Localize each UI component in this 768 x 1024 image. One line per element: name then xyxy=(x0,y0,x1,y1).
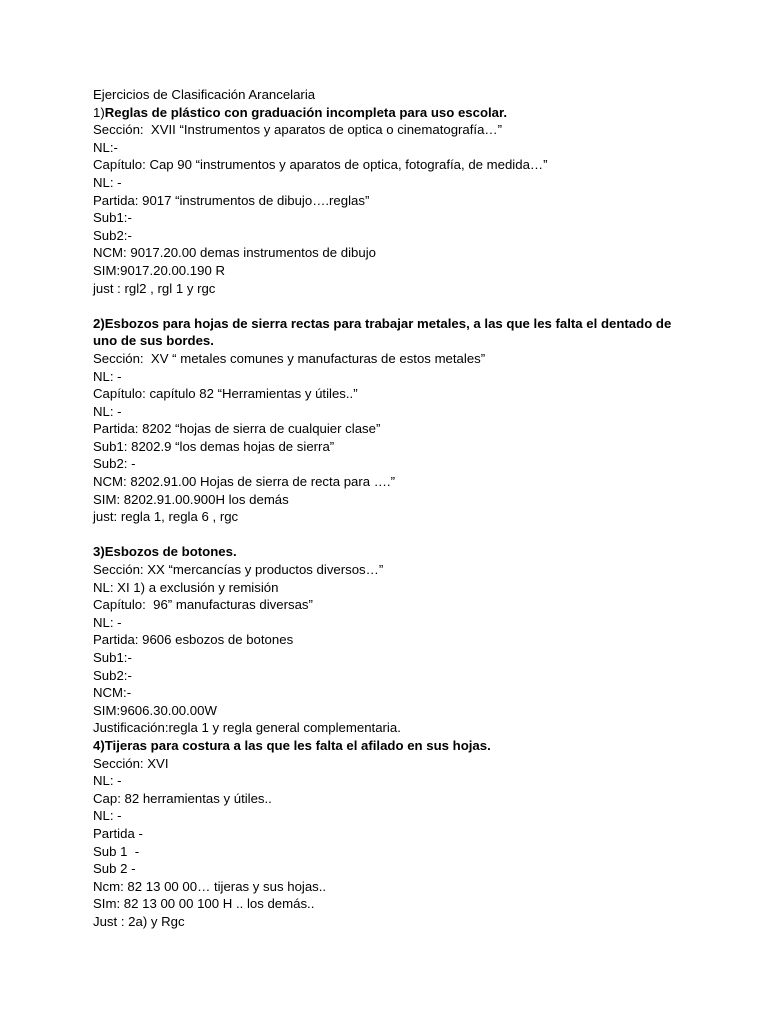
exercise-4-heading xyxy=(93,737,693,755)
exercise-4-title: Tijeras para costura a las que les falta el afilado en sus hojas. xyxy=(104,737,491,753)
exercise-3-sim: SIM:9606.30.00.00W xyxy=(93,702,217,718)
exercise-2-sub2: Sub2: - xyxy=(93,456,136,472)
exercise-4-ncm: Ncm: 82 13 00 00… tijeras y sus hojas.. xyxy=(93,878,327,894)
exercise-2-heading xyxy=(93,315,693,350)
exercise-3-partida: Partida: 9606 esbozos de botones xyxy=(93,632,294,648)
exercise-1-ncm: NCM: 9017.20.00 demas instrumentos de dibujo xyxy=(93,245,376,261)
exercise-2-seccion: Sección: XV “ metales comunes y manufacturas de estos metales” xyxy=(93,350,486,366)
exercise-1-nl-2: NL: - xyxy=(93,174,122,190)
exercise-3-nl-2: NL: - xyxy=(93,614,122,630)
exercise-4-sim: SIm: 82 13 00 00 100 H .. los demás.. xyxy=(93,896,315,912)
exercise-3-sub2: Sub2:- xyxy=(93,667,132,683)
exercise-1-nl-1: NL:- xyxy=(93,139,118,155)
document-page xyxy=(93,86,693,931)
exercise-3-number: 3) xyxy=(93,544,105,560)
exercise-4-sub2: Sub 2 - xyxy=(93,861,136,877)
exercise-4-number: 4) xyxy=(93,737,105,753)
exercise-2-title: Esbozos para hojas de sierra rectas para trabajar metales, a las que les falta el dentado de uno de sus bordes. xyxy=(93,315,672,349)
exercise-1-capitulo: Capítulo: Cap 90 “instrumentos y aparatos de optica, fotografía, de medida…” xyxy=(93,157,548,173)
exercise-3-justificacion: Justificación:regla 1 y regla general complementaria. xyxy=(93,720,401,736)
exercise-3-heading xyxy=(93,543,693,561)
exercise-4-partida: Partida - xyxy=(93,825,143,841)
spacer xyxy=(93,297,693,315)
exercise-1-seccion: Sección: XVII “Instrumentos y aparatos de optica o cinematografía…” xyxy=(93,122,503,138)
exercise-1-partida: Partida: 9017 “instrumentos de dibujo….reglas” xyxy=(93,192,370,208)
exercise-3-sub1: Sub1:- xyxy=(93,650,132,665)
exercise-2-nl-2: NL: - xyxy=(93,403,122,419)
exercise-3-ncm: NCM:- xyxy=(93,685,132,701)
exercise-1-number: 1) xyxy=(93,104,105,120)
document-title: Ejercicios de Clasificación Arancelaria xyxy=(93,87,316,102)
exercise-1-sub2: Sub2:- xyxy=(93,227,132,243)
spacer xyxy=(93,526,693,544)
exercise-4-nl-2: NL: - xyxy=(93,808,122,824)
exercise-2-nl-1: NL: - xyxy=(93,368,122,384)
exercise-4-nl-1: NL: - xyxy=(93,773,122,789)
exercise-2-number: 2) xyxy=(93,315,105,331)
exercise-1-heading xyxy=(93,104,693,122)
exercise-2-just: just: regla 1, regla 6 , rgc xyxy=(93,509,239,525)
exercise-1-sim: SIM:9017.20.00.190 R xyxy=(93,262,225,278)
exercise-3-capitulo: Capítulo: 96” manufacturas diversas” xyxy=(93,597,313,613)
exercise-2-ncm: NCM: 8202.91.00 Hojas de sierra de recta para ….” xyxy=(93,474,395,490)
exercise-4-seccion: Sección: XVI xyxy=(93,755,169,771)
exercise-4-capitulo: Cap: 82 herramientas y útiles.. xyxy=(93,790,272,806)
exercise-3-title: Esbozos de botones. xyxy=(104,544,237,560)
exercise-2-sub1: Sub1: 8202.9 “los demas hojas de sierra” xyxy=(93,438,335,454)
exercise-2-sim: SIM: 8202.91.00.900H los demás xyxy=(93,491,289,507)
exercise-1-title: Reglas de plástico con graduación incompleta para uso escolar. xyxy=(104,104,508,120)
exercise-4-sub1: Sub 1 - xyxy=(93,843,140,859)
exercise-3-seccion: Sección: XX “mercancías y productos diversos…” xyxy=(93,562,384,578)
exercise-1-just: just : rgl2 , rgl 1 y rgc xyxy=(93,280,216,296)
exercise-2-partida: Partida: 8202 “hojas de sierra de cualquier clase” xyxy=(93,421,381,437)
exercise-1-sub1: Sub1:- xyxy=(93,210,132,226)
exercise-4-just: Just : 2a) y Rgc xyxy=(93,913,185,929)
exercise-3-nl-1: NL: XI 1) a exclusión y remisión xyxy=(93,579,279,595)
exercise-2-capitulo: Capítulo: capítulo 82 “Herramientas y útiles..” xyxy=(93,386,358,402)
